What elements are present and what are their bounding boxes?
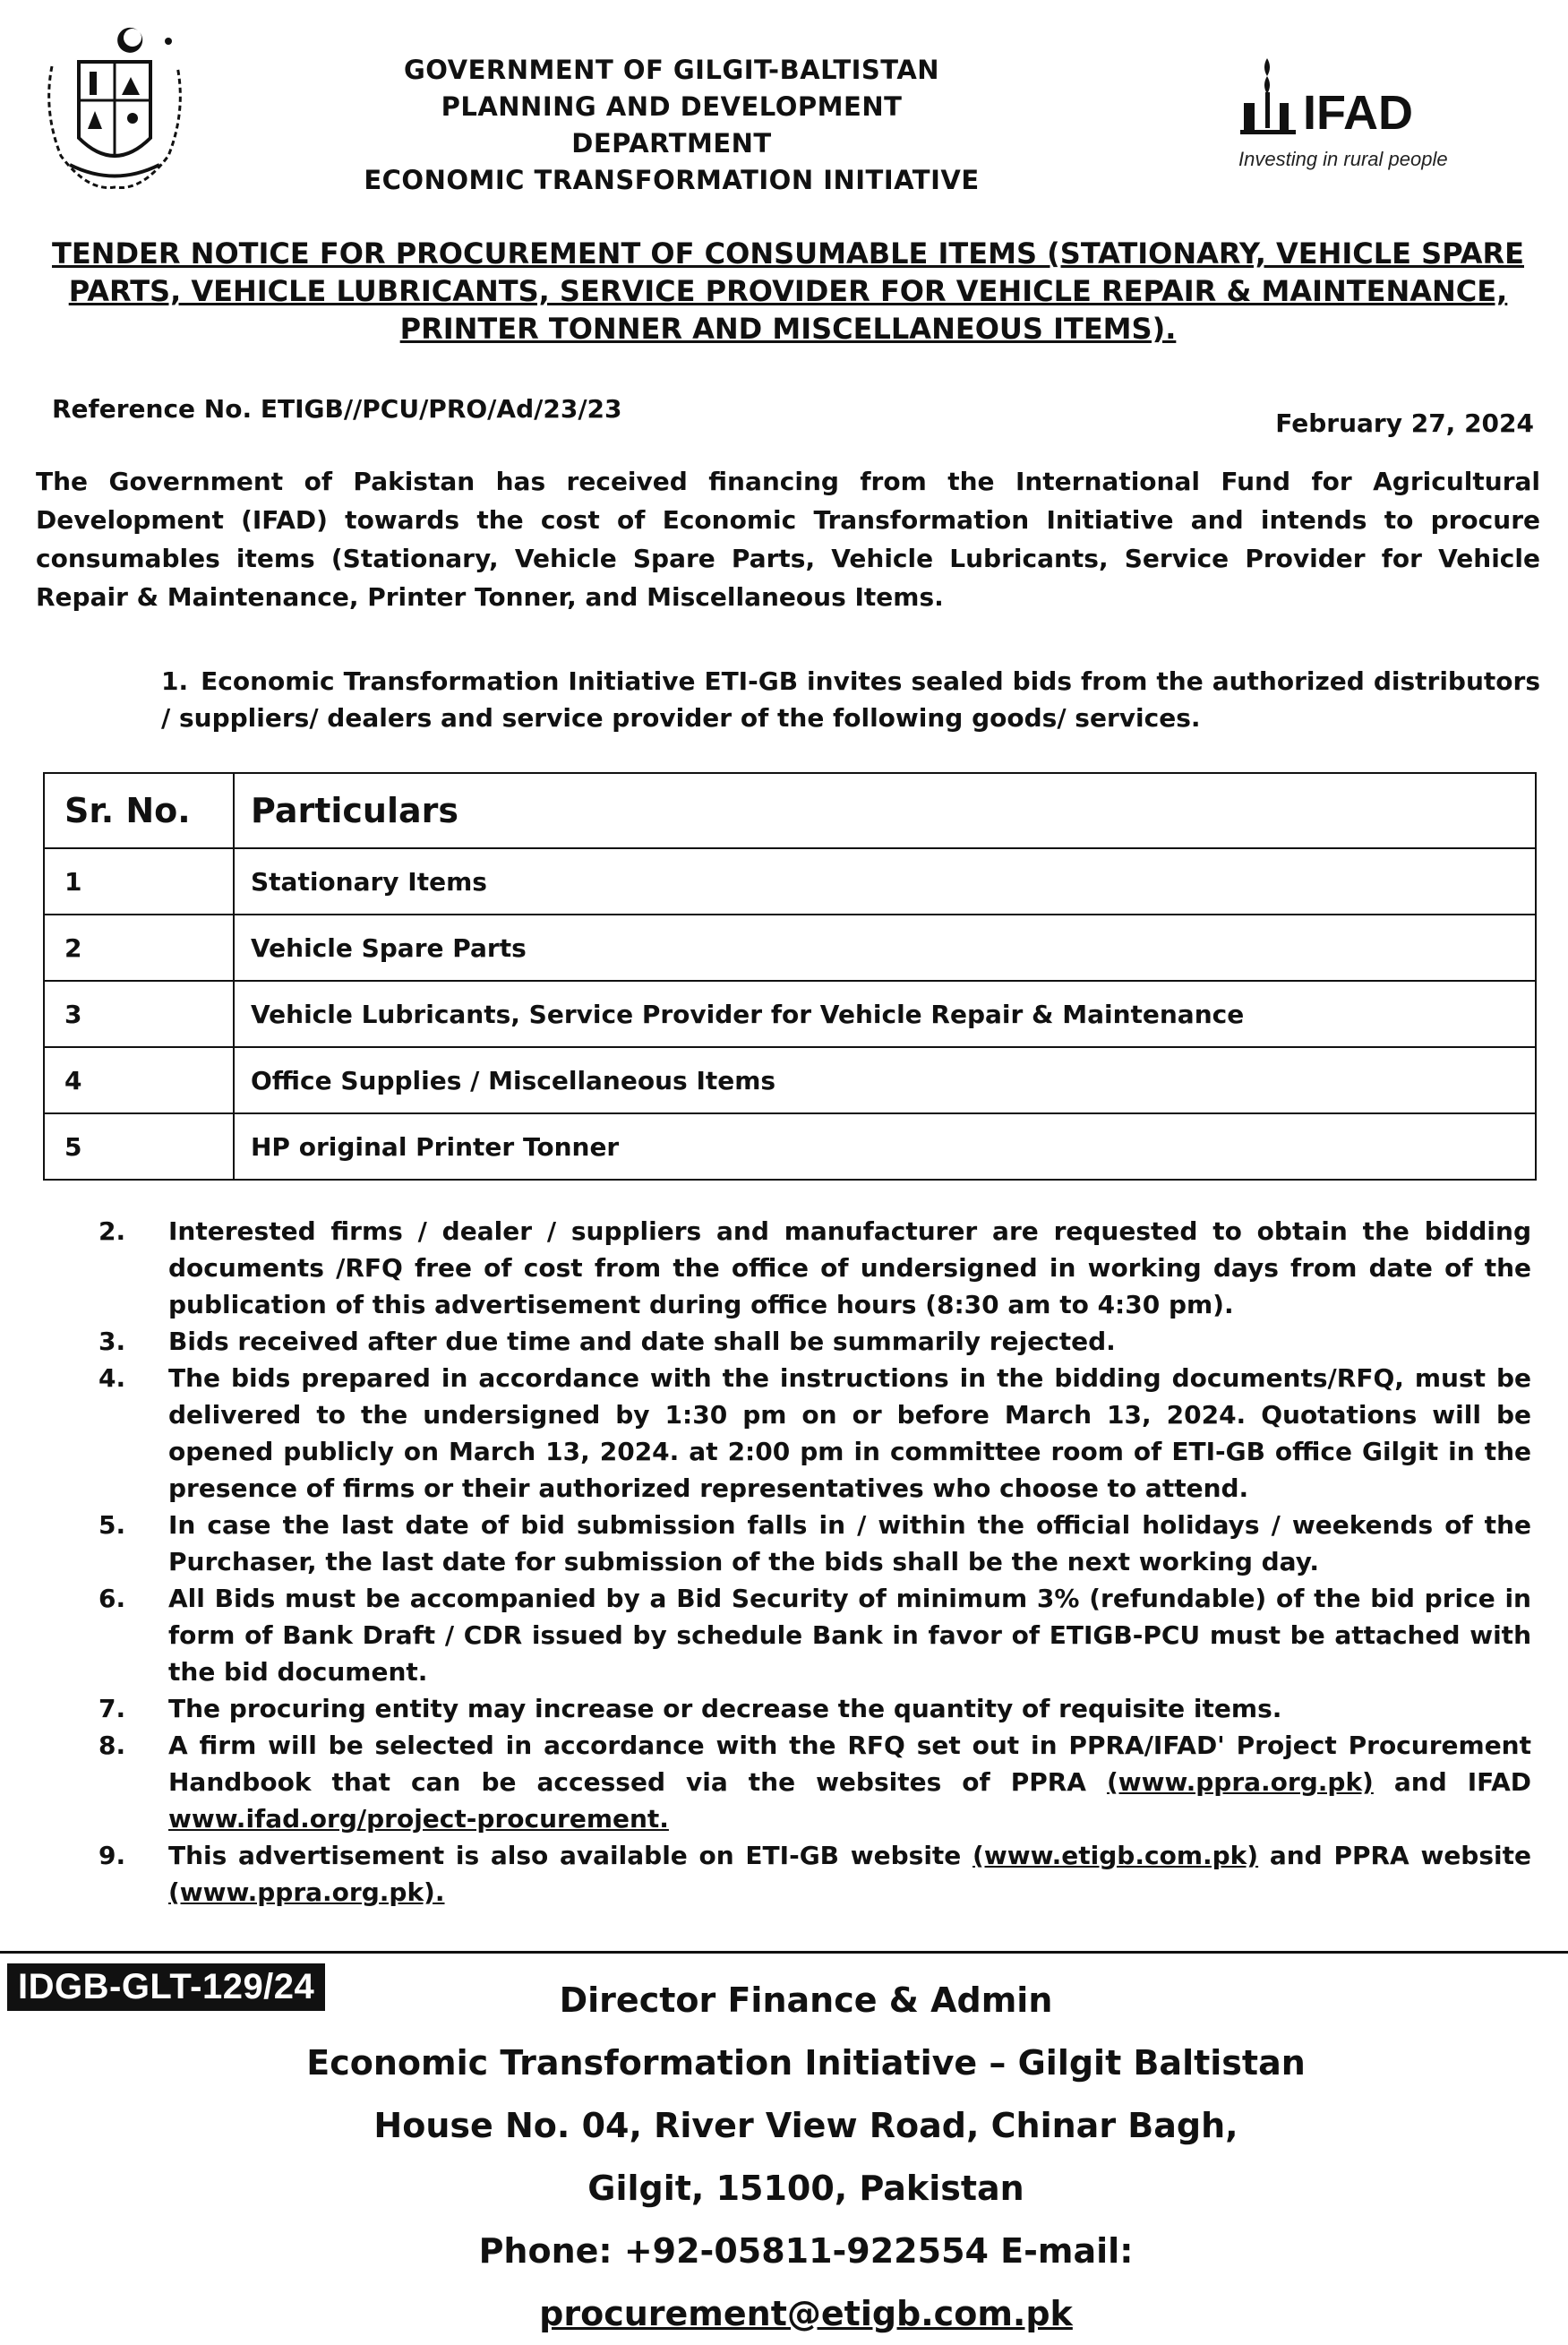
reference-number: Reference No. ETIGB//PCU/PRO/Ad/23/23: [52, 394, 622, 424]
text-part: must be attached with the bid document.: [168, 1620, 1532, 1687]
header-sr-no: Sr. No.: [44, 773, 234, 848]
condition-number: 7.: [99, 1694, 126, 1723]
condition-text: The procuring entity may increase or decrease the quantity of requisite items.: [168, 1694, 1282, 1723]
ifad-link[interactable]: www.ifad.org/project-procurement.: [168, 1804, 669, 1834]
text-part: Quotations will be opened publicly on: [168, 1400, 1531, 1466]
condition-text: [168, 1837, 1531, 1911]
opening-time: 2:00: [727, 1437, 791, 1466]
condition-number: 2.: [99, 1216, 126, 1246]
ifad-name: IFAD: [1303, 86, 1414, 140]
wheat-icon: [1237, 49, 1303, 139]
condition-8: [99, 1727, 1531, 1837]
advert-code-badge: IDGB-GLT-129/24: [7, 1963, 325, 2011]
condition-5: [99, 1507, 1531, 1580]
row-item: Stationary Items: [234, 848, 1536, 915]
submission-time: 1:30 pm: [664, 1400, 787, 1430]
table-row: [44, 915, 1536, 981]
gov-line-1: GOVERNMENT OF GILGIT-BALTISTAN: [403, 55, 940, 85]
text-part: and PPRA website: [1258, 1841, 1531, 1870]
opening-date: March 13, 2024.: [449, 1437, 680, 1466]
intro-paragraph: The Government of Pakistan has received financing from the International Fund for Agricultural Development (IFAD) towards the cost of Economic Transformation Initiative and intends to procure consumables items (Stationary, Vehicle Spare Parts, Vehicle Lubricants, Service Provider for Vehicle Repair & Maintenance, Printer Tonner, and Miscellaneous Items.: [36, 467, 1540, 612]
contact-line: [224, 2220, 1388, 2345]
row-sr: 1: [44, 848, 234, 915]
condition-number: 6.: [99, 1584, 126, 1613]
text-part: A firm will be selected in accordance with the RFQ set out in PPRA/IFAD' Project Procurement Handbook that can be accessed via the websites of PPRA: [168, 1731, 1531, 1797]
point-1-text: Economic Transformation Initiative ETI-GB invites sealed bids from the authorized distributors / suppliers/ dealers and service provider of the following goods/ services.: [161, 666, 1540, 733]
condition-number: 4.: [99, 1363, 126, 1393]
table-row: [44, 981, 1536, 1047]
gov-line-3: ECONOMIC TRANSFORMATION INITIATIVE: [364, 165, 980, 195]
row-sr: 5: [44, 1113, 234, 1180]
condition-text: Bids received after due time and date shall be summarily rejected.: [168, 1327, 1116, 1356]
text-part: This advertisement is also available on ETI-GB website: [168, 1841, 973, 1870]
condition-text: [168, 1727, 1531, 1837]
condition-number: 5.: [99, 1510, 126, 1540]
condition-text: [168, 1360, 1531, 1507]
condition-number: 8.: [99, 1731, 126, 1760]
table-header-row: [44, 773, 1536, 848]
organization-name: Economic Transformation Initiative – Gilgit Baltistan: [306, 2043, 1306, 2083]
condition-7: [99, 1690, 1531, 1727]
phone-text: Phone: +92-05811-922554 E-mail:: [478, 2231, 1134, 2271]
ppra-link[interactable]: (www.ppra.org.pk): [1107, 1767, 1374, 1797]
condition-9: [99, 1837, 1531, 1911]
condition-2: [99, 1213, 1531, 1323]
row-sr: 2: [44, 915, 234, 981]
ifad-tagline: Investing in rural people: [1238, 148, 1448, 170]
gov-line-2: PLANNING AND DEVELOPMENT DEPARTMENT: [441, 91, 903, 159]
text-part: on or before: [786, 1400, 1005, 1430]
table-row: [44, 1113, 1536, 1180]
signatory-title: Director Finance & Admin: [559, 1980, 1053, 2020]
row-sr: 4: [44, 1047, 234, 1113]
signature-block: [224, 1969, 1388, 2345]
condition-number: 3.: [99, 1327, 126, 1356]
text-part: and IFAD: [1373, 1767, 1531, 1797]
header-particulars: Particulars: [234, 773, 1536, 848]
point-1-number: 1.: [161, 666, 189, 696]
row-item: Office Supplies / Miscellaneous Items: [234, 1047, 1536, 1113]
text-part: pm in committee room of ETI-GB office Gilgit in the presence of firms or their authorized representatives who choose to attend.: [168, 1437, 1532, 1503]
condition-text: [168, 1580, 1531, 1690]
row-item: Vehicle Lubricants, Service Provider for Vehicle Repair & Maintenance: [234, 981, 1536, 1047]
payee-name: ETIGB-PCU: [1049, 1620, 1201, 1650]
condition-text: In case the last date of bid submission falls in / within the official holidays / weekends of the Purchaser, the last date for submission of the bids shall be the next working day.: [168, 1510, 1531, 1576]
government-emblem-icon: [34, 13, 195, 201]
notice-date: February 27, 2024: [1275, 408, 1534, 438]
condition-text: Interested firms / dealer / suppliers and manufacturer are requested to obtain the bidding documents /RFQ free of cost from the office of undersigned in working days from date of the publication of this advertisement during office hours (8:30 am to 4:30 pm).: [168, 1216, 1531, 1319]
address-line-1: House No. 04, River View Road, Chinar Bagh,: [373, 2106, 1238, 2145]
government-header: [340, 52, 1003, 199]
row-item: Vehicle Spare Parts: [234, 915, 1536, 981]
ppra-link[interactable]: (www.ppra.org.pk).: [168, 1877, 445, 1907]
text-part: All Bids must be accompanied by a Bid Security of minimum 3% (refundable) of the bid price in form of Bank Draft / CDR issued by schedule Bank in favor of: [168, 1584, 1531, 1650]
email-link[interactable]: procurement@etigb.com.pk: [539, 2294, 1073, 2333]
condition-6: [99, 1580, 1531, 1690]
conditions-list: [99, 1213, 1531, 1911]
etigb-link[interactable]: (www.etigb.com.pk): [973, 1841, 1259, 1870]
items-table: [43, 772, 1537, 1181]
row-sr: 3: [44, 981, 234, 1047]
text-part: at: [679, 1437, 728, 1466]
address-line-2: Gilgit, 15100, Pakistan: [587, 2169, 1024, 2208]
submission-date: March 13, 2024.: [1004, 1400, 1247, 1430]
condition-number: 9.: [99, 1841, 126, 1870]
text-part: The bids prepared in accordance with the instructions in the bidding documents/RFQ, must be delivered to the undersigned by: [168, 1363, 1531, 1430]
footer-divider: [0, 1951, 1568, 1954]
row-item: HP original Printer Tonner: [234, 1113, 1536, 1180]
notice-title: TENDER NOTICE FOR PROCUREMENT OF CONSUMABLE ITEMS (STATIONARY, VEHICLE SPARE PARTS, VEHICLE LUBRICANTS, SERVICE PROVIDER FOR VEHICLE REPAIR & MAINTENANCE, PRINTER TONNER AND MISCELLANEOUS ITEMS).: [51, 236, 1524, 346]
table-row: [44, 848, 1536, 915]
condition-4: [99, 1360, 1531, 1507]
condition-3: [99, 1323, 1531, 1360]
ifad-logo: [1231, 49, 1527, 184]
point-1: [161, 663, 1540, 736]
table-row: [44, 1047, 1536, 1113]
